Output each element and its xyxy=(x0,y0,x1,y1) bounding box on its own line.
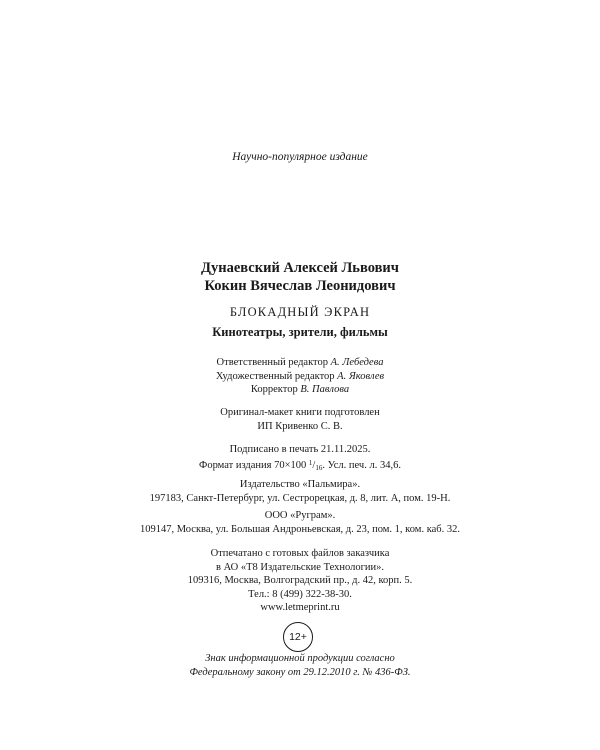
layout-credit-line: Оригинал-макет книги подготовлен xyxy=(220,407,380,418)
responsible-editor-line xyxy=(0,356,600,370)
authors-block xyxy=(0,259,600,295)
age-rating-notice xyxy=(0,652,600,679)
editors-block xyxy=(0,356,600,397)
distributor-block xyxy=(0,509,600,536)
publisher-name: Издательство «Пальмира». xyxy=(239,479,361,490)
publisher-block xyxy=(0,478,600,505)
age-notice-line: Знак информационной продукции согласно xyxy=(205,653,395,664)
signed-date: Подписано в печать 21.11.2025. xyxy=(229,444,371,455)
format-fraction-numerator: 1 xyxy=(308,458,313,467)
book-subtitle: Кинотеатры, зрители, фильмы xyxy=(212,325,388,339)
age-rating-badge: 12+ xyxy=(283,622,313,652)
print-info xyxy=(0,443,600,475)
printer-line: Отпечатано с готовых файлов заказчика xyxy=(210,548,390,559)
proofreader-name: В. Павлова xyxy=(300,384,350,396)
format-suffix: . Усл. печ. л. 34,6. xyxy=(322,459,401,471)
distributor-address: 109147, Москва, ул. Большая Андроньевская, д. 23, пом. 1, ком. каб. 32. xyxy=(139,523,461,535)
responsible-editor-label: Ответственный редактор xyxy=(216,357,329,368)
format-fraction-slash: / xyxy=(312,459,316,471)
printer-address: 109316, Москва, Волгоградский пр., д. 42, корп. 5. xyxy=(187,575,413,587)
layout-credit xyxy=(0,406,600,433)
book-title: БЛОКАДНЫЙ ЭКРАН xyxy=(229,305,371,319)
format-prefix: Формат издания 70×100 xyxy=(199,459,309,471)
series-label: Научно-популярное издание xyxy=(232,151,368,163)
layout-credit-line: ИП Кривенко С. В. xyxy=(257,420,343,432)
proofreader-line xyxy=(0,383,600,397)
publisher-address: 197183, Санкт-Петербург, ул. Сестрорецкая, д. 8, лит. А, пом. 19-Н. xyxy=(149,492,451,504)
printer-line: в АО «Т8 Издательские Технологии». xyxy=(215,561,385,573)
printer-block xyxy=(0,547,600,615)
art-editor-name: А. Яковлев xyxy=(337,370,385,382)
art-editor-line xyxy=(0,370,600,384)
proofreader-label: Корректор xyxy=(250,384,298,396)
responsible-editor-name: А. Лебедева xyxy=(330,357,384,368)
printer-phone: Тел.: 8 (499) 322-38-30. xyxy=(248,588,352,600)
author-name: Дунаевский Алексей Львович xyxy=(201,260,399,276)
age-notice-line: Федеральному закону от 29.12.2010 г. № 436-ФЗ. xyxy=(189,666,411,678)
author-name: Кокин Вячеслав Леонидович xyxy=(204,278,396,294)
printer-website: www.letmeprint.ru xyxy=(260,602,340,614)
art-editor-label: Художественный редактор xyxy=(215,370,335,382)
format-fraction-denominator: 16 xyxy=(315,463,323,472)
format-line xyxy=(0,457,600,476)
distributor-name: ООО «Руграм». xyxy=(264,510,336,521)
